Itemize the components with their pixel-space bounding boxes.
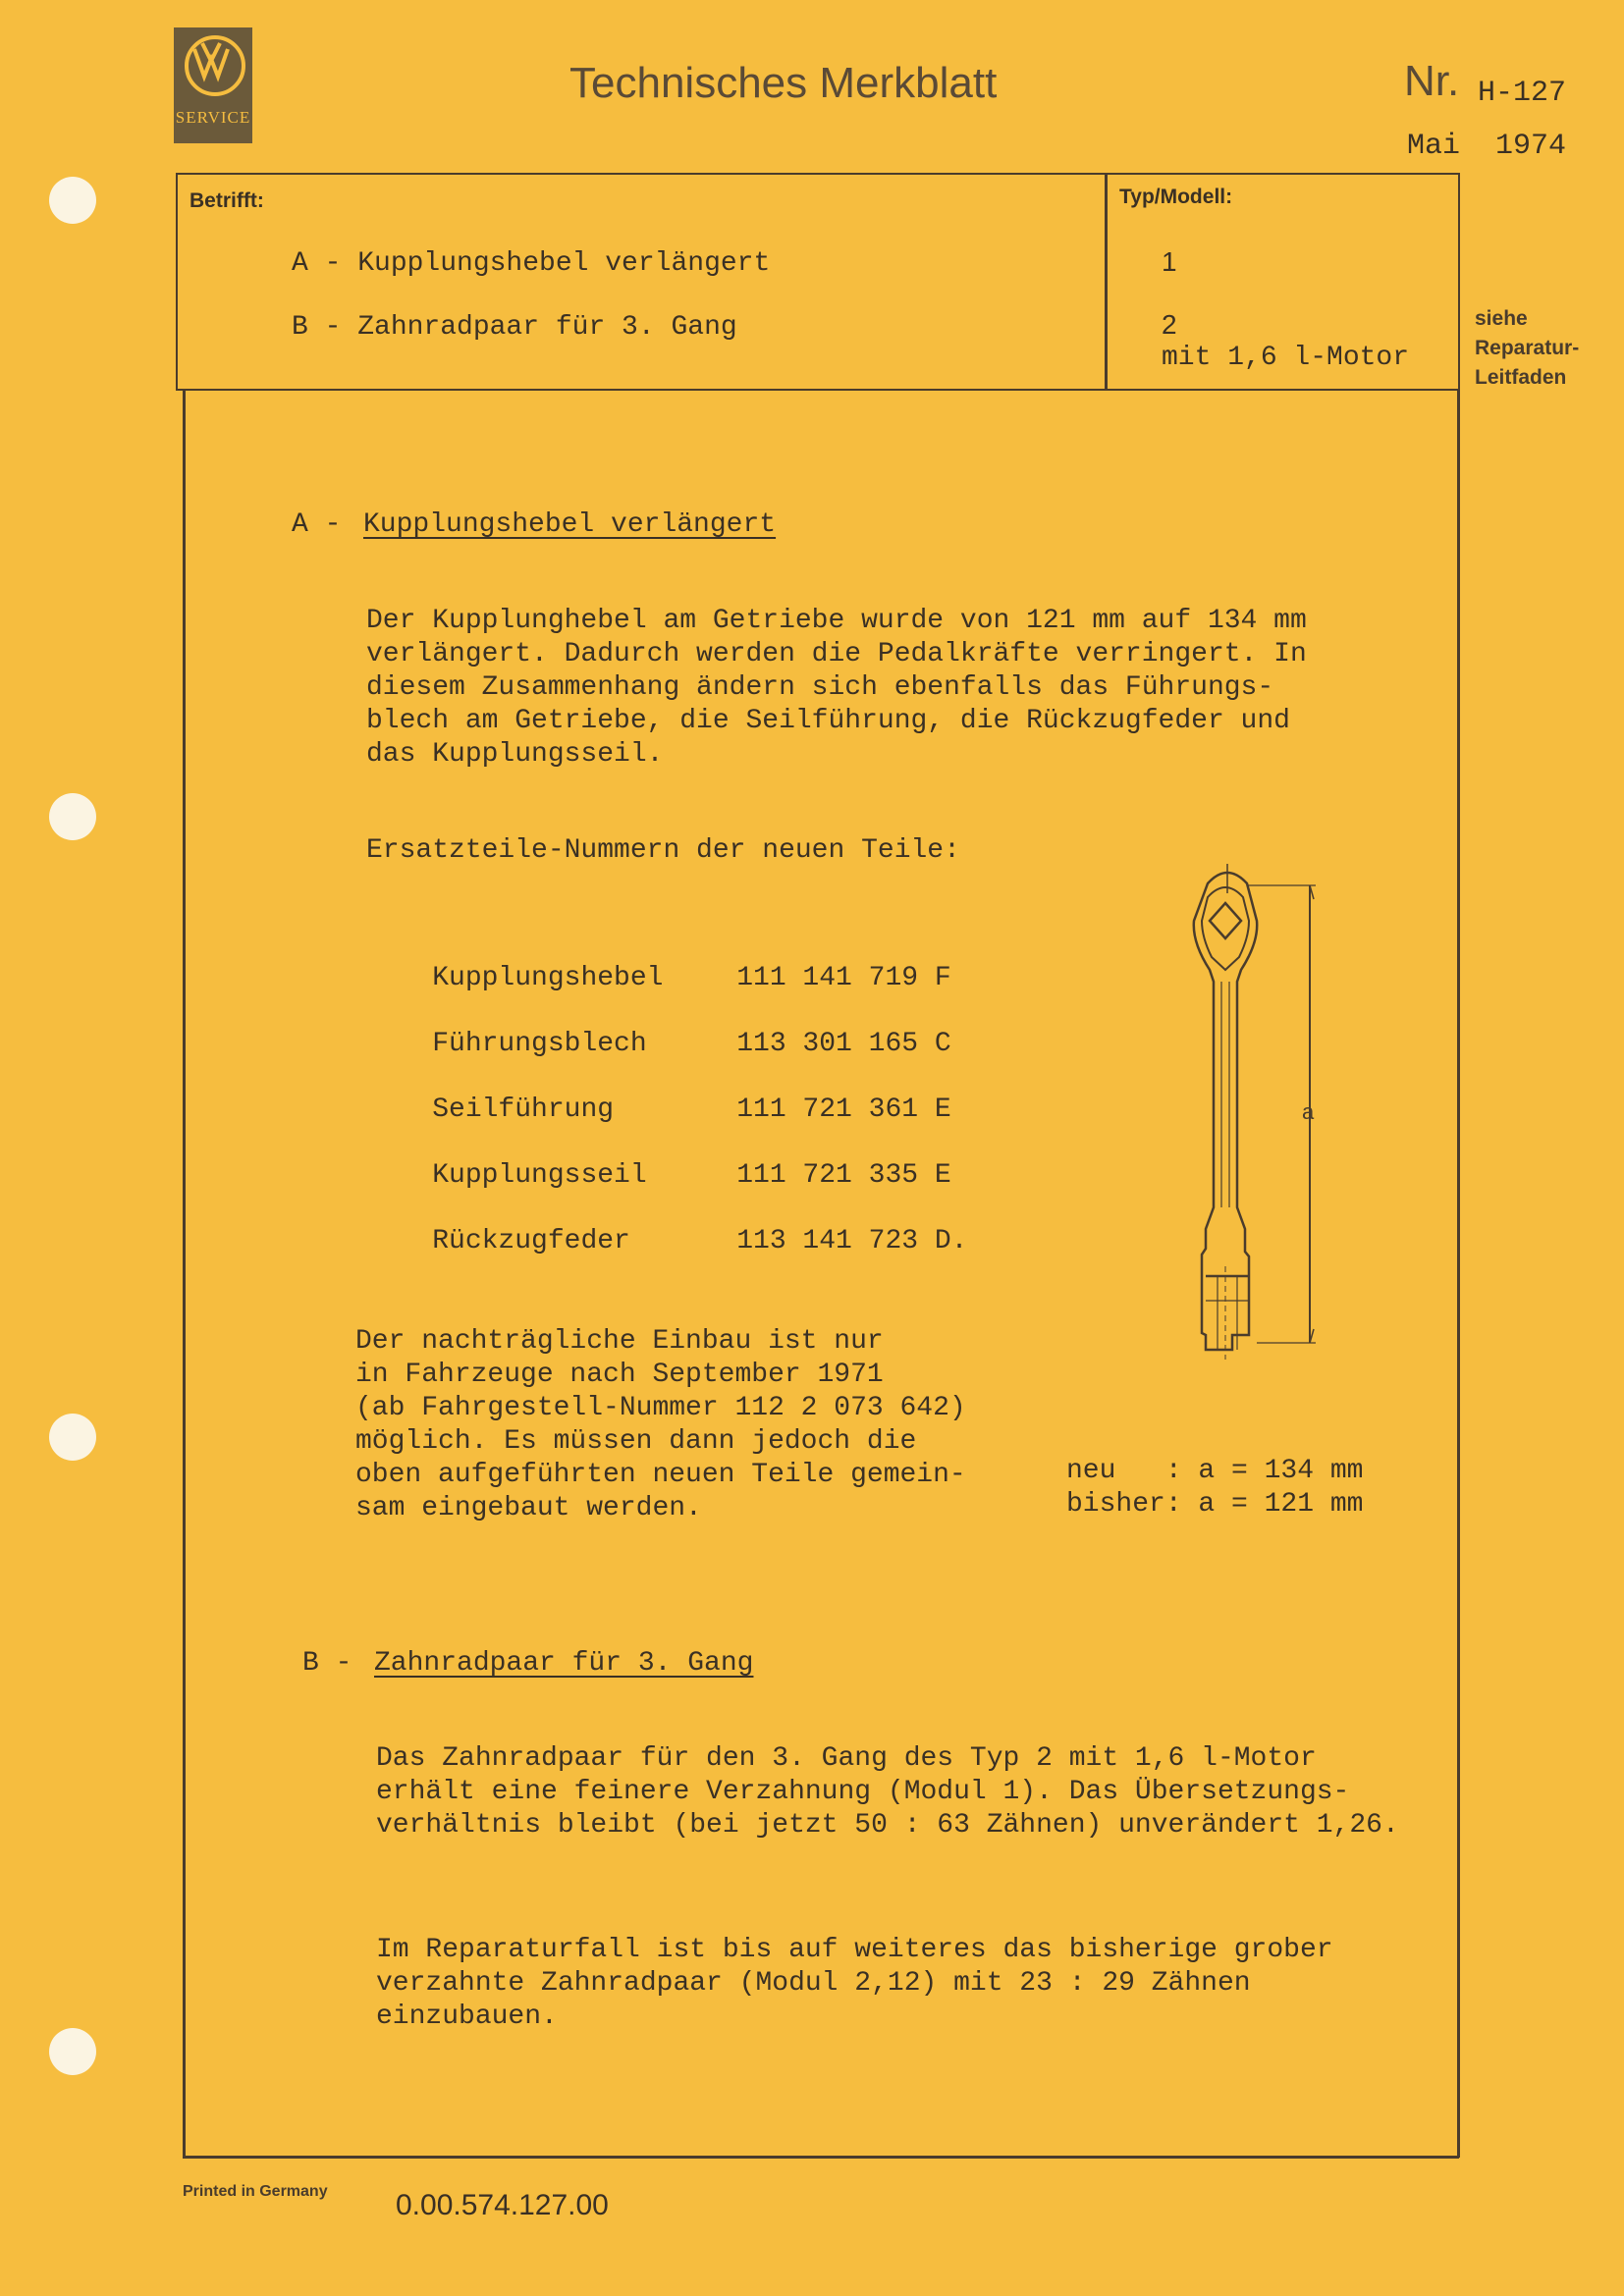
subject-divider bbox=[1105, 173, 1108, 391]
part-number: 111 141 719 F bbox=[736, 963, 951, 993]
typ-modell-label: Typ/Modell: bbox=[1119, 186, 1233, 208]
typ-a: 1 bbox=[1162, 246, 1177, 277]
body-frame-right bbox=[1457, 391, 1460, 2158]
typ-b-line1: 2 bbox=[1162, 309, 1177, 340]
side-note bbox=[1475, 304, 1579, 393]
intro-line: Der Kupplunghebel am Getriebe wurde von 121 mm auf 134 mm bbox=[366, 606, 1307, 636]
document-date: Mai 1974 bbox=[1407, 130, 1567, 163]
retrofit-line: oben aufgeführten neuen Teile gemein- bbox=[355, 1460, 966, 1490]
typ-b-line2: mit 1,6 l-Motor bbox=[1162, 343, 1410, 373]
vw-service-logo bbox=[174, 27, 252, 143]
dimension-a-label: a bbox=[1302, 1099, 1315, 1124]
betrifft-label: Betrifft: bbox=[189, 189, 264, 212]
part-name: Kupplungsseil bbox=[432, 1160, 647, 1191]
section-b-heading: Zahnradpaar für 3. Gang bbox=[374, 1648, 754, 1679]
retrofit-line: in Fahrzeuge nach September 1971 bbox=[355, 1360, 884, 1390]
side-note-line3: Leitfaden bbox=[1475, 366, 1567, 389]
part-name: Rückzugfeder bbox=[432, 1226, 630, 1256]
intro-line: das Kupplungsseil. bbox=[366, 739, 664, 770]
part-row bbox=[366, 1196, 967, 1287]
section-a-prefix: A - bbox=[292, 509, 358, 540]
para2-line: einzubauen. bbox=[376, 2002, 558, 2032]
section-a-intro bbox=[366, 605, 1307, 772]
section-b-para1 bbox=[376, 1742, 1399, 1842]
nr-label: Nr. bbox=[1404, 57, 1460, 105]
service-label: SERVICE bbox=[175, 108, 251, 127]
dimension-old: bisher: a = 121 mm bbox=[1066, 1489, 1364, 1520]
section-a-heading: Kupplungshebel verlängert bbox=[363, 509, 777, 540]
body-frame-left bbox=[183, 391, 186, 2158]
subject-item-b: B - Zahnradpaar für 3. Gang bbox=[292, 312, 737, 343]
part-number: 111 721 361 E bbox=[736, 1095, 951, 1125]
document-code: 0.00.574.127.00 bbox=[396, 2189, 609, 2221]
para1-line: Das Zahnradpaar für den 3. Gang des Typ 2 mit 1,6 l-Motor bbox=[376, 1743, 1317, 1774]
part-number: 113 301 165 C bbox=[736, 1029, 951, 1059]
para2-line: verzahnte Zahnradpaar (Modul 2,12) mit 23 : 29 Zähnen bbox=[376, 1968, 1251, 1999]
part-name: Kupplungshebel bbox=[432, 963, 664, 993]
section-b-para2 bbox=[376, 1934, 1333, 2034]
para1-line: erhält eine feinere Verzahnung (Modul 1). Das Übersetzungs- bbox=[376, 1777, 1350, 1807]
retrofit-line: möglich. Es müssen dann jedoch die bbox=[355, 1426, 917, 1457]
para2-line: Im Reparaturfall ist bis auf weiteres das bisherige grober bbox=[376, 1935, 1333, 1965]
vw-logo-icon bbox=[185, 35, 245, 96]
side-note-line2: Reparatur- bbox=[1475, 337, 1580, 359]
binder-hole-2 bbox=[49, 793, 96, 840]
clutch-lever-drawing bbox=[1168, 864, 1335, 1364]
printed-in-germany: Printed in Germany bbox=[183, 2183, 328, 2200]
dimension-new: neu : a = 134 mm bbox=[1066, 1456, 1364, 1486]
binder-hole-3 bbox=[49, 1414, 96, 1461]
part-name: Seilführung bbox=[432, 1095, 615, 1125]
side-note-line1: siehe bbox=[1475, 307, 1528, 330]
part-number: 113 141 723 D. bbox=[736, 1226, 968, 1256]
document-number: H-127 bbox=[1478, 77, 1567, 110]
part-name: Führungsblech bbox=[432, 1029, 647, 1059]
subject-item-a: A - Kupplungshebel verlängert bbox=[292, 248, 771, 279]
binder-hole-4 bbox=[49, 2028, 96, 2075]
section-b-prefix: B - bbox=[302, 1648, 369, 1679]
para1-line: verhältnis bleibt (bei jetzt 50 : 63 Zähnen) unverändert 1,26. bbox=[376, 1810, 1399, 1841]
body-frame-bottom bbox=[183, 2156, 1459, 2159]
retrofit-note bbox=[355, 1325, 966, 1525]
parts-heading: Ersatzteile-Nummern der neuen Teile: bbox=[366, 835, 960, 866]
binder-hole-1 bbox=[49, 177, 96, 224]
retrofit-line: (ab Fahrgestell-Nummer 112 2 073 642) bbox=[355, 1393, 966, 1423]
intro-line: blech am Getriebe, die Seilführung, die Rückzugfeder und bbox=[366, 706, 1290, 736]
intro-line: diesem Zusammenhang ändern sich ebenfalls das Führungs- bbox=[366, 672, 1274, 703]
retrofit-line: sam eingebaut werden. bbox=[355, 1493, 702, 1523]
document-title: Technisches Merkblatt bbox=[569, 59, 998, 107]
retrofit-line: Der nachträgliche Einbau ist nur bbox=[355, 1326, 884, 1357]
intro-line: verlängert. Dadurch werden die Pedalkräfte verringert. In bbox=[366, 639, 1307, 669]
part-number: 111 721 335 E bbox=[736, 1160, 951, 1191]
